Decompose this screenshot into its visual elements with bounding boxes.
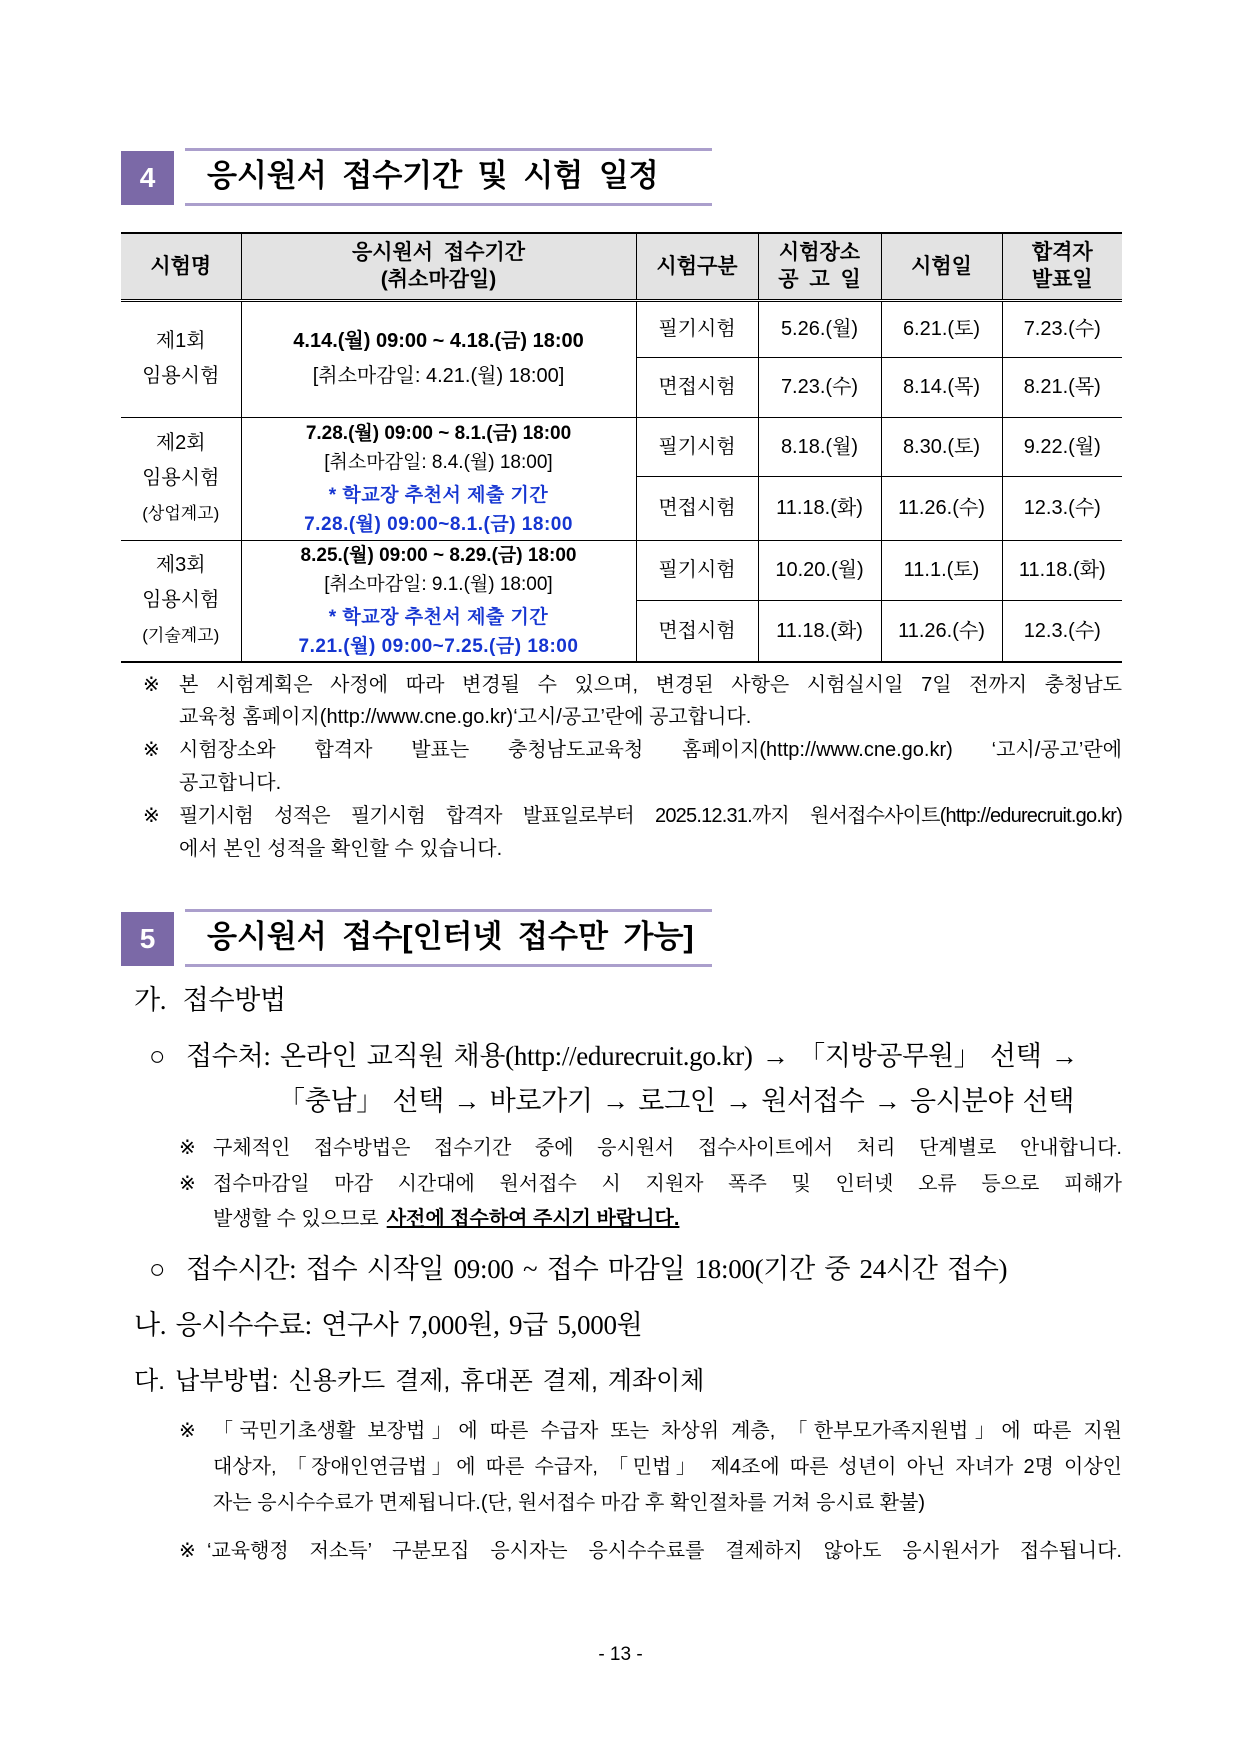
header-result-date-line1: 합격자 — [1031, 241, 1093, 265]
exam-type-cell: 면접시험 — [636, 357, 758, 417]
note-text-line: 공고합니다. — [179, 772, 282, 794]
application-period-cell — [241, 540, 636, 662]
venue-notice-date: 8.18.(월) — [758, 417, 881, 476]
header-result-date — [1002, 233, 1122, 300]
application-period: 8.25.(월) 09:00 ~ 8.29.(금) 18:00 — [300, 544, 577, 566]
result-date: 12.3.(수) — [1002, 600, 1122, 662]
section-4-title-bottom-rule — [185, 203, 712, 206]
section-5-number-badge: 5 — [121, 912, 174, 966]
header-application-period-line: 응시원서 접수기간 — [351, 241, 526, 265]
venue-notice-date: 11.18.(화) — [758, 600, 881, 662]
recommendation-label: * 학교장 추천서 제출 기간 — [328, 606, 549, 628]
venue-notice-date: 10.20.(월) — [758, 540, 881, 600]
recommendation-label: * 학교장 추천서 제출 기간 — [328, 484, 549, 506]
cancel-deadline: [취소마감일: 8.4.(월) 18:00] — [324, 451, 553, 473]
exam-type-cell: 면접시험 — [636, 476, 758, 540]
header-cancel-deadline-line: (취소마감일) — [380, 268, 497, 292]
exam-name-cell — [121, 417, 241, 540]
exam-type-cell: 필기시험 — [636, 417, 758, 476]
application-period: 4.14.(월) 09:00 ~ 4.18.(금) 18:00 — [293, 330, 584, 352]
exam-track: (기술계고) — [142, 626, 220, 646]
header-venue-notice-line1: 시험장소 — [778, 241, 861, 265]
exam-round: 제3회 — [155, 554, 206, 577]
exam-date: 11.26.(수) — [881, 600, 1002, 662]
application-period-cell — [241, 417, 636, 540]
header-venue-notice — [758, 233, 881, 300]
note-text-line: 대상자, 「장애인연금법」에 따른 수급자, 「민법」 제4조에 따른 성년이 아닌 자녀가 2명 이상인 — [213, 1456, 1122, 1478]
note-text-line — [213, 1207, 679, 1231]
application-period-cell — [241, 300, 636, 417]
table-header-row — [121, 233, 1122, 300]
result-date: 12.3.(수) — [1002, 476, 1122, 540]
section-4-title: 응시원서 접수기간 및 시험 일정 — [207, 158, 659, 193]
bullet-circle-icon: ○ — [149, 1041, 166, 1071]
note-text-line: 접수마감일 마감 시간대에 원서접수 시 지원자 폭주 및 인터넷 오류 등으로 피해가 — [213, 1173, 1122, 1195]
note-marker: ※ — [143, 739, 160, 761]
emphasis-text: 사전에 접수하여 주시기 바랍니다. — [386, 1208, 680, 1230]
header-application-period — [241, 233, 636, 300]
note-marker: ※ — [179, 1420, 196, 1442]
header-exam-date: 시험일 — [881, 233, 1002, 300]
exam-title: 임용시험 — [142, 467, 220, 489]
section-4-number-badge: 4 — [121, 151, 174, 205]
header-result-date-line2: 발표일 — [1031, 268, 1093, 292]
note-text-line: ‘교육행정 저소득’ 구분모집 응시자는 응시수수료를 결제하지 않아도 응시원서가 접수됩니다. — [207, 1540, 1122, 1562]
section-5-title-bottom-rule — [185, 964, 712, 967]
recommendation-period: 7.28.(월) 09:00~8.1.(금) 18:00 — [304, 513, 573, 535]
exam-date: 11.26.(수) — [881, 476, 1002, 540]
note-text-line: 에서 본인 성적을 확인할 수 있습니다. — [179, 838, 503, 860]
note-text-line: 구체적인 접수방법은 접수기간 중에 응시원서 접수사이트에서 처리 단계별로 안내합니다. — [213, 1137, 1122, 1159]
result-date: 11.18.(화) — [1002, 540, 1122, 600]
exam-type-cell: 면접시험 — [636, 600, 758, 662]
result-date: 9.22.(월) — [1002, 417, 1122, 476]
venue-notice-date: 11.18.(화) — [758, 476, 881, 540]
note-text-line: 「국민기초생활 보장법」에 따른 수급자 또는 차상위 계층, 「한부모가족지원법」에 따른 지원 — [213, 1420, 1122, 1442]
table-row — [121, 540, 1122, 600]
note-text-line: 필기시험 성적은 필기시험 합격자 발표일로부터 2025.12.31.까지 원서접수사이트(http://edurecruit.go.kr) — [179, 805, 1122, 827]
exam-date: 11.1.(토) — [881, 540, 1002, 600]
application-period: 7.28.(월) 09:00 ~ 8.1.(금) 18:00 — [305, 422, 572, 444]
note-marker: ※ — [143, 674, 160, 696]
section-5-title: 응시원서 접수[인터넷 접수만 가능] — [207, 919, 694, 954]
exam-title: 임용시험 — [142, 589, 220, 612]
exam-name-cell — [121, 540, 241, 662]
bullet-circle-icon: ○ — [149, 1254, 166, 1284]
header-venue-notice-line2: 공 고 일 — [778, 268, 861, 292]
exam-round: 제1회 — [155, 330, 206, 352]
note-marker: ※ — [179, 1173, 196, 1195]
application-time-line: 접수시간: 접수 시작일 09:00 ~ 접수 마감일 18:00(기간 중 24시간 접수) — [186, 1254, 1008, 1284]
exam-schedule-table — [121, 232, 1122, 663]
exam-track: (상업계고) — [142, 504, 220, 523]
exam-round: 제2회 — [155, 432, 206, 454]
result-date: 7.23.(수) — [1002, 300, 1122, 357]
venue-notice-date: 5.26.(월) — [758, 300, 881, 357]
cancel-deadline: [취소마감일: 4.21.(월) 18:00] — [312, 365, 565, 387]
exam-date: 8.30.(토) — [881, 417, 1002, 476]
note-marker: ※ — [143, 805, 160, 827]
application-site-line: 접수처: 온라인 교직원 채용(http://edurecruit.go.kr) → 「지방공무원」 선택 → — [186, 1041, 1078, 1071]
note-marker: ※ — [179, 1137, 196, 1159]
cancel-deadline: [취소마감일: 9.1.(월) 18:00] — [324, 573, 553, 595]
note-text: 발생할 수 있으므로 — [213, 1208, 379, 1230]
table-row — [121, 417, 1122, 476]
exam-title: 임용시험 — [142, 365, 220, 387]
note-text-line: 본 시험계획은 사정에 따라 변경될 수 있으며, 변경된 사항은 시험실시일 7일 전까지 충청남도 — [179, 674, 1122, 696]
header-exam-type: 시험구분 — [636, 233, 758, 300]
venue-notice-date: 7.23.(수) — [758, 357, 881, 417]
page-number: - 13 - — [598, 1644, 643, 1665]
note-text-line: 교육청 홈페이지(http://www.cne.go.kr)‘고시/공고’란에 공고합니다. — [179, 706, 752, 728]
exam-type-cell: 필기시험 — [636, 300, 758, 357]
recommendation-period: 7.21.(월) 09:00~7.25.(금) 18:00 — [298, 635, 579, 657]
exam-date: 6.21.(토) — [881, 300, 1002, 357]
note-text-line: 자는 응시수수료가 면제됩니다.(단, 원서접수 마감 후 확인절차를 거쳐 응시료 환불) — [213, 1492, 926, 1514]
table-row — [121, 300, 1122, 357]
application-fee-line: 나. 응시수수료: 연구사 7,000원, 9급 5,000원 — [134, 1310, 643, 1340]
subsection-heading: 가. 접수방법 — [134, 985, 286, 1015]
result-date: 8.21.(목) — [1002, 357, 1122, 417]
exam-name-cell — [121, 300, 241, 417]
exam-date: 8.14.(목) — [881, 357, 1002, 417]
header-exam-name: 시험명 — [121, 233, 241, 300]
note-text-line: 시험장소와 합격자 발표는 충청남도교육청 홈페이지(http://www.cne.go.kr) ‘고시/공고’란에 — [179, 739, 1122, 761]
payment-method-line: 다. 납부방법: 신용카드 결제, 휴대폰 결제, 계좌이체 — [134, 1367, 705, 1395]
exam-type-cell: 필기시험 — [636, 540, 758, 600]
note-marker: ※ — [179, 1540, 196, 1562]
application-site-line: 「충남」 선택 → 바로가기 → 로그인 → 원서접수 → 응시분야 선택 — [278, 1086, 1075, 1116]
